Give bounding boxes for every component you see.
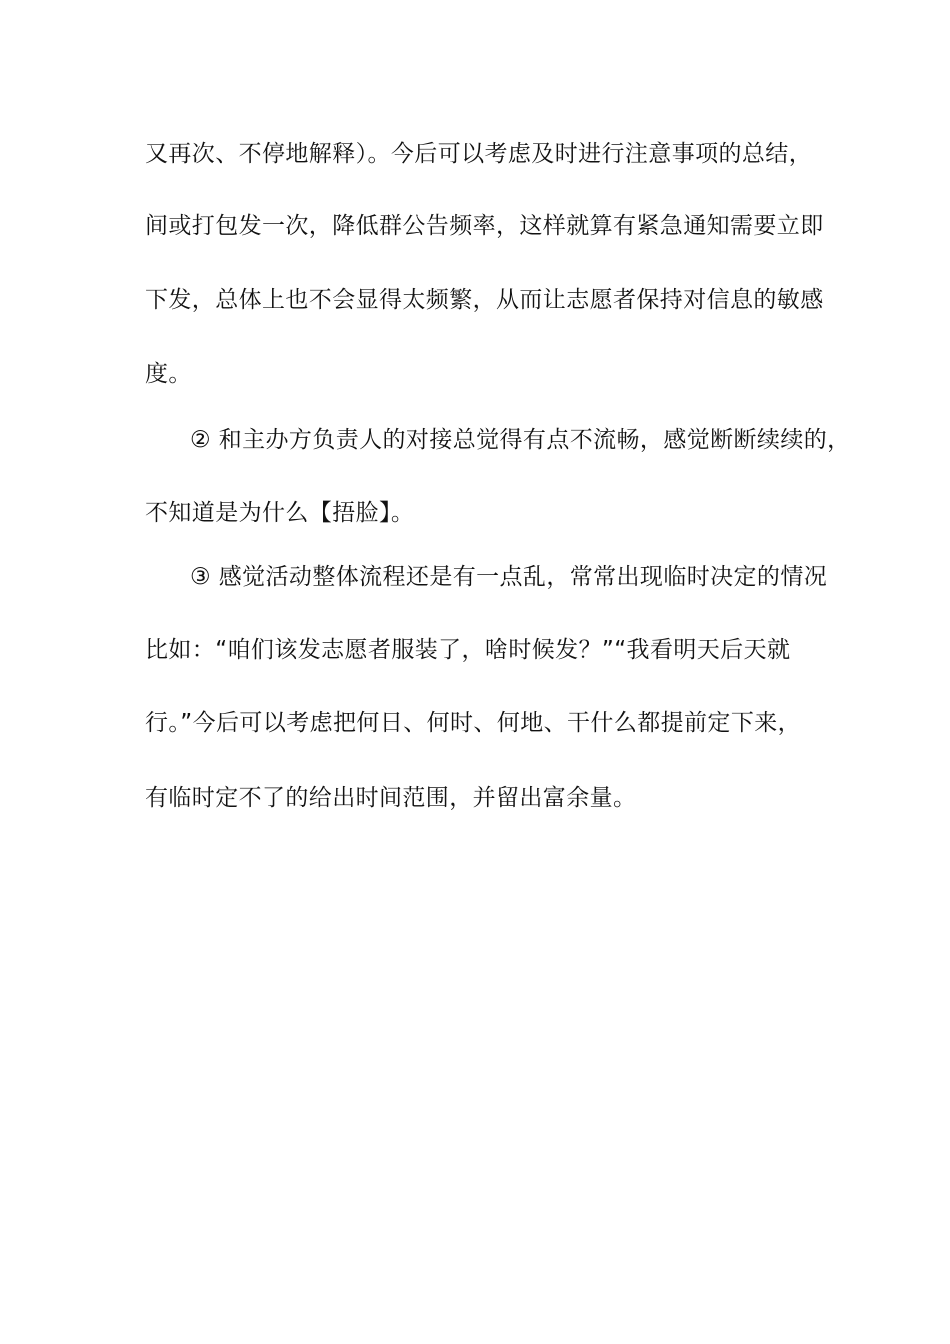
item-2-line-1: ② 和主办方负责人的对接总觉得有点不流畅，感觉断断续续的， [190,427,851,453]
item-2-line-2: 不知道是为什么【捂脸】。 [145,500,415,526]
paragraph-line-2: 间或打包发一次，降低群公告频率，这样就算有紧急通知需要立即 [145,213,824,239]
item-3-line-1: ③ 感觉活动整体流程还是有一点乱，常常出现临时决定的情况 [190,564,828,590]
paragraph-line-1: 又再次、不停地解释）。今后可以考虑及时进行注意事项的总结， [145,141,813,167]
item-3-line-2: 比如：“咱们该发志愿者服装了，啥时候发？”“我看明天后天就 [145,637,791,663]
paragraph-line-4: 度。 [145,361,192,387]
item-3-line-4: 有临时定不了的给出时间范围，并留出富余量。 [145,785,637,811]
paragraph-line-3: 下发，总体上也不会显得太频繁，从而让志愿者保持对信息的敏感 [145,287,824,313]
item-3-line-3: 行。”今后可以考虑把何日、何时、何地、干什么都提前定下来， [145,710,802,736]
